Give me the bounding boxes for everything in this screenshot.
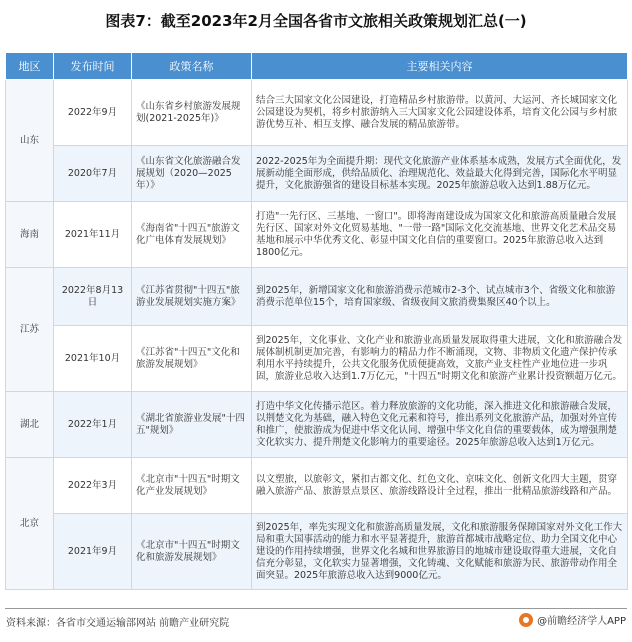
time-cell: 2020年7月 [54, 146, 132, 202]
column-header-policy: 政策名称 [132, 53, 252, 80]
column-header-time: 发布时间 [54, 53, 132, 80]
policy-name-cell: 《江苏省贯彻"十四五"旅游业发展规划实施方案》 [132, 268, 252, 326]
time-cell: 2022年8月13日 [54, 268, 132, 326]
policy-table [5, 52, 628, 590]
brand-credit-text: @前瞻经济学人APP [537, 616, 626, 627]
content-cell: 打造"一先行区、三基地、一窗口"。即将海南建设成为国家文化和旅游高质量融合发展先行区、国家对外文化贸易基地、"一带一路"国际文化交流基地、世界文化艺术品交易基地和展示中华优秀文化、彰显中国文化自信的重要窗口。2025年旅游总收入达到1800亿元。 [252, 202, 628, 268]
content-cell: 到2025年，率先实现文化和旅游高质量发展，文化和旅游服务保障国家对外文化工作大局和重大国事活动的能力和水平显著提升，旅游首都城市战略定位、助力全国文化中心建设的作用持续增强，世界文化名城和世界旅游目的地城市建设取得重大进展，文化自信充分彰显，文化软实力显著增强，文化铸魂、文化赋能和旅游为民、旅游带动作用全面突显。2025年旅游总收入达到9000亿元。 [252, 514, 628, 590]
table-row [6, 202, 628, 268]
table-row [6, 80, 628, 146]
content-cell: 2022-2025年为全面提升期：现代文化旅游产业体系基本成熟，发展方式全面优化，发展新动能全面形成，供给品质化、治理规范化、效益最大化得到完善，国际化水平明显提升，文化旅游强省的建设目标基本实现。2025年旅游总收入达到1.88万亿元。 [252, 146, 628, 202]
time-cell: 2022年1月 [54, 392, 132, 458]
region-cell: 江苏 [6, 268, 54, 392]
policy-name-cell: 《山东省文化旅游融合发展规划（2020—2025年）》 [132, 146, 252, 202]
content-cell: 到2025年，新增国家文化和旅游消费示范城市2-3个、试点城市3个、省级文化和旅游消费示范单位15个，培育国家级、省级夜间文旅消费集聚区40个以上。 [252, 268, 628, 326]
time-cell: 2022年3月 [54, 458, 132, 514]
table-row [6, 146, 628, 202]
table-row [6, 514, 628, 590]
column-header-content: 主要相关内容 [252, 53, 628, 80]
policy-name-cell: 《北京市"十四五"时期文化产业发展规划》 [132, 458, 252, 514]
region-cell: 山东 [6, 80, 54, 202]
time-cell: 2021年11月 [54, 202, 132, 268]
content-cell: 打造中华文化传播示范区。着力释放旅游的文化功能，深入推进文化和旅游融合发展，以荆楚文化为基础，融入特色文化元素和符号，推出系列文化旅游产品，加强对外宣传和推广，使旅游成为促进中华文化认同、增强中华文化自信的重要载体，成为增强荆楚文化软实力、提升荆楚文化影响力的重要途径。2025年旅游总收入达到1万亿元。 [252, 392, 628, 458]
policy-name-cell: 《海南省"十四五"旅游文化广电体育发展规划》 [132, 202, 252, 268]
region-cell: 湖北 [6, 392, 54, 458]
page-title: 图表7：截至2023年2月全国各省市文旅相关政策规划汇总(一) [105, 12, 527, 30]
footer-divider [5, 608, 627, 609]
brand-logo-icon [519, 613, 533, 627]
time-cell: 2021年9月 [54, 514, 132, 590]
column-header-region: 地区 [6, 53, 54, 80]
region-cell: 北京 [6, 458, 54, 590]
content-cell: 以文塑旅，以旅彰文，紧扣古都文化、红色文化、京味文化、创新文化四大主题，贯穿融入旅游产品、旅游景点景区、旅游线路设计全过程，推出一批精品旅游线路和产品。 [252, 458, 628, 514]
time-cell: 2022年9月 [54, 80, 132, 146]
table-row [6, 326, 628, 392]
time-cell: 2021年10月 [54, 326, 132, 392]
table-row [6, 392, 628, 458]
table-header-row [6, 53, 628, 80]
content-cell: 结合三大国家文化公园建设，打造精品乡村旅游带。以黄河、大运河、齐长城国家文化公园建设为契机，将乡村旅游纳入三大国家文化公园建设体系，培育文化公园与乡村旅游优势互补、相互支撑、融合发展的精品旅游带。 [252, 80, 628, 146]
table-row [6, 268, 628, 326]
content-cell: 到2025年，文化事业、文化产业和旅游业高质量发展取得重大进展，文化和旅游融合发展体制机制更加完善，有影响力的精品力作不断涌现，文物、非物质文化遗产保护传承利用水平持续提升，公共文化服务优质便捷高效，文旅产业支柱性产业地位进一步巩固，旅游业总收入达到1.7万亿元，"十四五"时期文化和旅游产业累计投资额超万亿元。 [252, 326, 628, 392]
source-note: 资料来源：各省市交通运输部网站 前瞻产业研究院 [6, 618, 230, 629]
policy-name-cell: 《山东省乡村旅游发展规划(2021-2025年)》 [132, 80, 252, 146]
policy-name-cell: 《北京市"十四五"时期文化和旅游发展规划》 [132, 514, 252, 590]
brand-credit [519, 612, 626, 627]
table-row [6, 458, 628, 514]
region-cell: 海南 [6, 202, 54, 268]
policy-name-cell: 《湖北省旅游业发展"十四五"规划》 [132, 392, 252, 458]
policy-name-cell: 《江苏省"十四五"文化和旅游发展规划》 [132, 326, 252, 392]
